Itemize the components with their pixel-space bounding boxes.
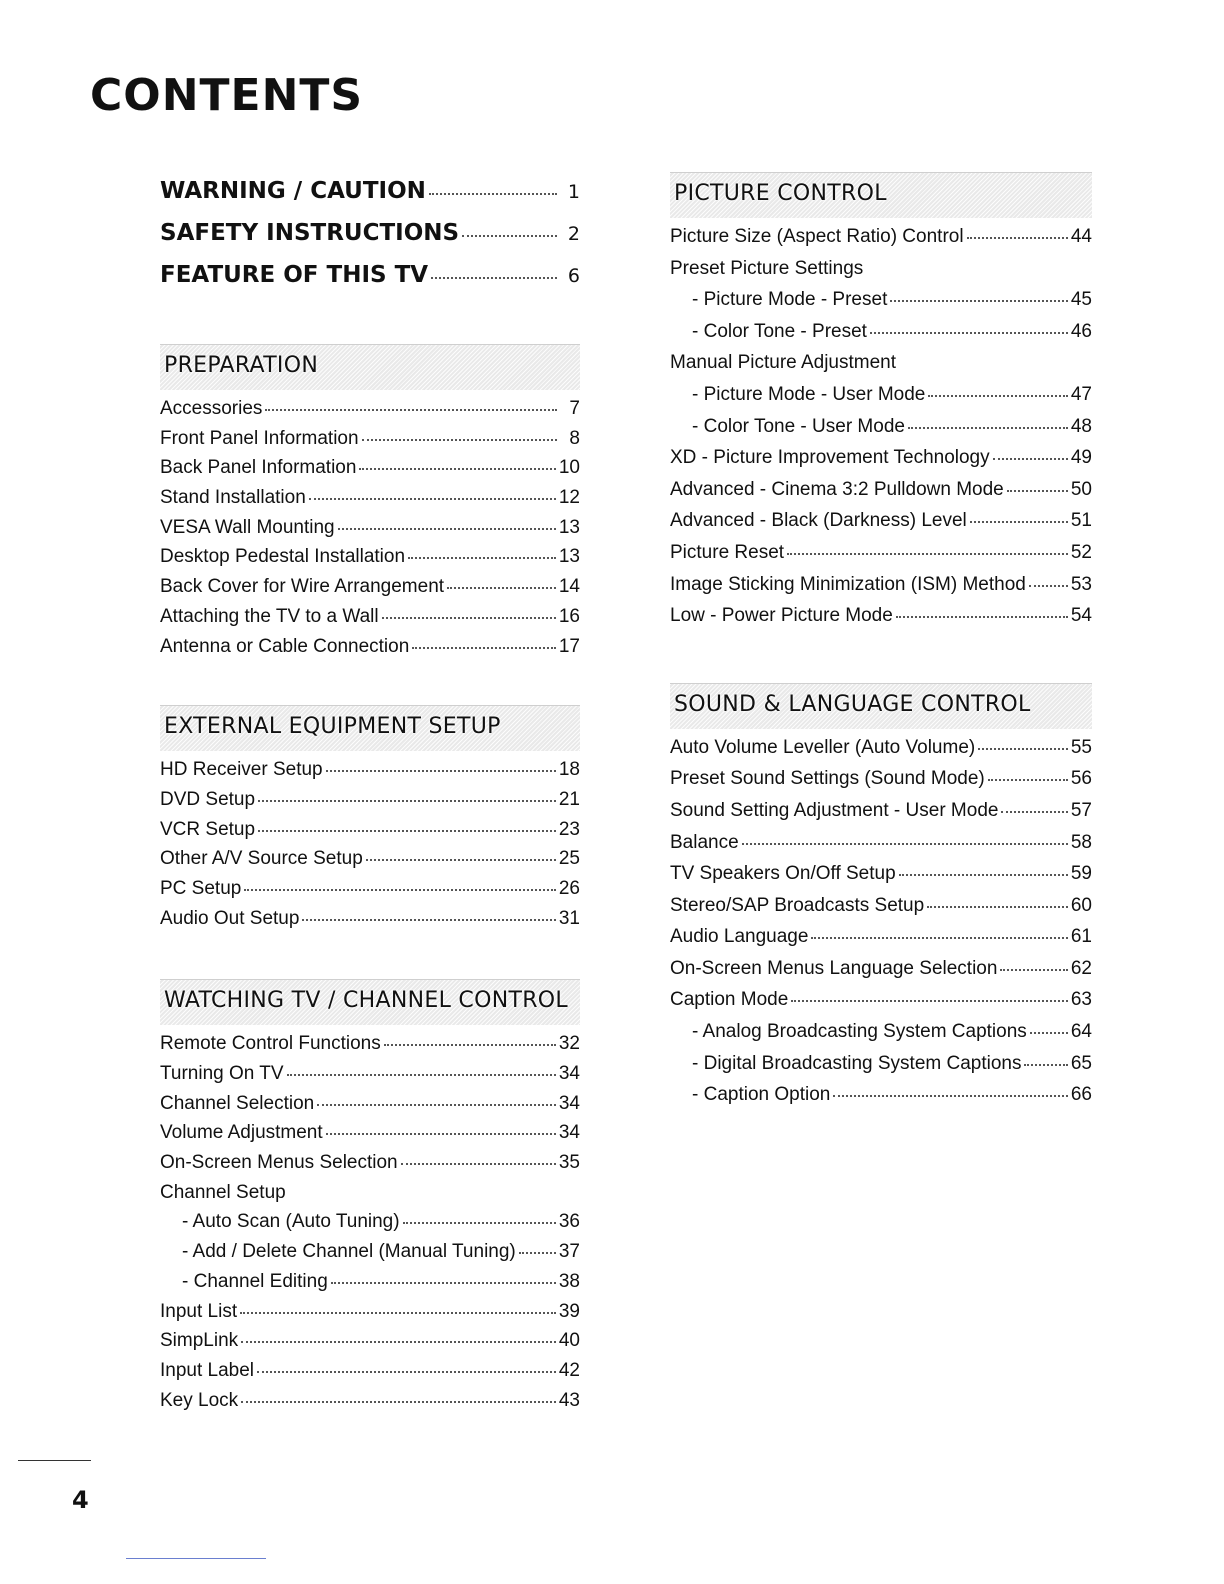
entry-page-number: 36 (558, 1211, 580, 1233)
toc-entry (160, 759, 580, 789)
toc-entry (670, 447, 1092, 479)
dot-leader (978, 747, 1068, 750)
dot-leader (1000, 968, 1067, 971)
dot-leader (833, 1094, 1068, 1097)
entry-page-number: 13 (558, 546, 580, 568)
entry-label: Low - Power Picture Mode (670, 605, 893, 627)
section-external-equipment (160, 705, 580, 937)
toc-entry (160, 576, 580, 606)
toc-entry (160, 398, 580, 428)
toc-entry (670, 258, 1092, 290)
entries-preparation (160, 398, 580, 665)
entry-page-number: 66 (1070, 1084, 1092, 1106)
dot-leader (811, 936, 1067, 939)
dot-leader (791, 999, 1068, 1002)
toc-entry (160, 1122, 580, 1152)
dot-leader (244, 888, 556, 891)
dot-leader (258, 799, 556, 802)
entry-page-number: 1 (567, 181, 580, 203)
dot-leader (317, 1103, 556, 1106)
entry-label: On-Screen Menus Language Selection (670, 957, 998, 979)
entry-label: Antenna or Cable Connection (160, 635, 410, 657)
dot-leader (384, 1043, 556, 1046)
dot-leader (265, 408, 557, 411)
toc-entry (670, 863, 1092, 895)
toc-subentry (670, 1021, 1092, 1053)
entry-page-number: 48 (1070, 415, 1092, 437)
entry-label: VCR Setup (160, 818, 256, 840)
entry-label: Caption Mode (670, 989, 789, 1011)
dot-leader (993, 457, 1068, 460)
entry-page-number: 45 (1070, 289, 1092, 311)
toc-entry (160, 1330, 580, 1360)
toc-entry (670, 510, 1092, 542)
dot-leader (519, 1251, 556, 1254)
entry-page-number: 63 (1070, 989, 1092, 1011)
dot-leader (362, 438, 557, 441)
entry-label: Advanced - Cinema 3:2 Pulldown Mode (670, 478, 1004, 500)
entry-label: Picture Reset (670, 541, 785, 563)
entry-label: DVD Setup (160, 788, 256, 810)
toc-subentry (670, 289, 1092, 321)
dot-leader (359, 467, 555, 470)
entry-page-number: 7 (569, 398, 580, 419)
entry-page-number: 18 (558, 759, 580, 781)
toc-entry (670, 895, 1092, 927)
toc-entry (160, 457, 580, 487)
dot-leader (927, 905, 1068, 908)
entry-page-number: 61 (1070, 926, 1092, 948)
dot-leader (1007, 489, 1068, 492)
section-picture-control (670, 172, 1092, 637)
toc-entry (160, 487, 580, 517)
dot-leader (431, 276, 557, 279)
entry-page-number: 62 (1070, 957, 1092, 979)
entry-label: Key Lock (160, 1389, 239, 1411)
entry-label: - Color Tone - User Mode (692, 415, 905, 437)
entry-label: Audio Out Setup (160, 907, 300, 929)
entry-page-number: 2 (567, 223, 580, 245)
entry-page-number: 46 (1070, 320, 1092, 342)
toc-subentry (160, 1211, 580, 1241)
right-column (670, 172, 1092, 1116)
dot-leader (257, 1370, 556, 1373)
dot-leader (403, 1221, 556, 1224)
entry-label: Balance (670, 831, 739, 853)
section-heading-preparation: PREPARATION (160, 344, 580, 390)
entry-label: SimpLink (160, 1330, 239, 1352)
entry-label: Input List (160, 1300, 238, 1322)
entry-label: TV Speakers On/Off Setup (670, 863, 896, 885)
toc-entry (670, 605, 1092, 637)
dot-leader (742, 842, 1068, 845)
entry-label: VESA Wall Mounting (160, 516, 335, 538)
entry-label: PC Setup (160, 877, 242, 899)
toc-entry (670, 737, 1092, 769)
entry-page-number: 52 (1070, 541, 1092, 563)
entry-page-number: 65 (1070, 1052, 1092, 1074)
dot-leader (338, 527, 556, 530)
entry-page-number: 17 (558, 635, 580, 657)
entry-label: Manual Picture Adjustment (670, 352, 897, 374)
entry-label: Remote Control Functions (160, 1033, 381, 1055)
toc-subentry (670, 1084, 1092, 1116)
entry-label: Accessories (160, 398, 263, 419)
entry-page-number: 10 (558, 457, 580, 479)
entry-label: Picture Size (Aspect Ratio) Control (670, 226, 964, 247)
entry-page-number: 34 (558, 1063, 580, 1084)
entry-label: - Auto Scan (Auto Tuning) (182, 1211, 400, 1233)
dot-leader (401, 1162, 556, 1165)
toc-entry (670, 989, 1092, 1021)
toc-entry (160, 1390, 580, 1420)
section-heading-external-equipment: EXTERNAL EQUIPMENT SETUP (160, 705, 580, 751)
entry-page-number: 21 (558, 788, 580, 810)
entry-label: - Caption Option (692, 1084, 831, 1106)
dot-leader (366, 858, 556, 861)
toc-entry (160, 178, 580, 220)
entry-label: WARNING / CAUTION (160, 178, 426, 204)
entry-page-number: 42 (558, 1359, 580, 1381)
entry-label: Channel Selection (160, 1092, 315, 1114)
entry-page-number: 14 (558, 576, 580, 598)
entries-picture-control (670, 226, 1092, 637)
toc-subentry (160, 1271, 580, 1301)
entry-label: Front Panel Information (160, 427, 359, 449)
entry-label: Turning On TV (160, 1063, 284, 1084)
toc-entry (160, 908, 580, 938)
dot-leader (382, 616, 556, 619)
dot-leader (429, 192, 557, 195)
section-heading-sound-language: SOUND & LANGUAGE CONTROL (670, 683, 1092, 729)
page-title: CONTENTS (90, 70, 364, 121)
toc-subentry (670, 321, 1092, 353)
entry-label: Volume Adjustment (160, 1122, 323, 1144)
entry-page-number: 12 (558, 487, 580, 509)
dot-leader (928, 394, 1068, 397)
section-heading-picture-control: PICTURE CONTROL (670, 172, 1092, 218)
section-sound-language (670, 683, 1092, 1116)
entry-page-number: 13 (558, 516, 580, 538)
section-heading-watching-tv: WATCHING TV / CHANNEL CONTROL (160, 979, 580, 1025)
entry-page-number: 60 (1070, 894, 1092, 916)
entry-label: - Channel Editing (182, 1270, 328, 1292)
toc-entry (160, 636, 580, 666)
entry-page-number: 16 (558, 605, 580, 627)
toc-entry (160, 1152, 580, 1182)
dot-leader (302, 918, 555, 921)
entry-label: - Picture Mode - User Mode (692, 383, 926, 405)
bottom-edge-line (126, 1558, 266, 1559)
toc-entry (670, 800, 1092, 832)
toc-entry (670, 832, 1092, 864)
dot-leader (289, 1194, 557, 1195)
dot-leader (412, 646, 556, 649)
toc-entry (160, 262, 580, 304)
dot-leader (970, 520, 1068, 523)
toc-entry (160, 848, 580, 878)
toc-subentry (670, 416, 1092, 448)
entry-page-number: 56 (1070, 768, 1092, 790)
dot-leader (240, 1311, 556, 1314)
entry-label: Sound Setting Adjustment - User Mode (670, 799, 999, 821)
dot-leader (896, 615, 1068, 618)
dot-leader (462, 234, 557, 237)
dot-leader (408, 556, 556, 559)
toc-entry (160, 1301, 580, 1331)
entry-label: Channel Setup (160, 1181, 286, 1203)
dot-leader (1001, 810, 1067, 813)
dot-leader (1029, 584, 1068, 587)
entry-label: Stand Installation (160, 487, 306, 509)
entries-watching-tv (160, 1033, 580, 1419)
entry-page-number: 34 (558, 1092, 580, 1114)
dot-leader (908, 426, 1068, 429)
toc-entry (160, 428, 580, 458)
dot-leader (866, 270, 1069, 271)
entry-page-number: 47 (1070, 383, 1092, 405)
toc-subentry (670, 384, 1092, 416)
entry-page-number: 51 (1070, 510, 1092, 532)
entry-label: On-Screen Menus Selection (160, 1152, 398, 1174)
entry-label: Image Sticking Minimization (ISM) Method (670, 573, 1026, 595)
entry-page-number: 55 (1070, 736, 1092, 758)
entry-label: Auto Volume Leveller (Auto Volume) (670, 736, 976, 758)
entry-label: XD - Picture Improvement Technology (670, 447, 990, 469)
toc-entry (160, 1063, 580, 1093)
dot-leader (870, 331, 1068, 334)
toc-entry (160, 819, 580, 849)
toc-entry (670, 926, 1092, 958)
toc-entry (160, 1033, 580, 1063)
entry-label: Preset Sound Settings (Sound Mode) (670, 768, 985, 790)
toc-subentry (670, 1053, 1092, 1085)
toc-entry (160, 1182, 580, 1212)
dot-leader (287, 1073, 556, 1076)
toc-entry (670, 542, 1092, 574)
dot-leader (241, 1340, 556, 1343)
entry-page-number: 49 (1070, 447, 1092, 469)
dot-leader (258, 829, 556, 832)
entry-page-number: 38 (558, 1270, 580, 1292)
toc-entry (670, 958, 1092, 990)
entry-page-number: 35 (558, 1152, 580, 1174)
toc-entry (670, 226, 1092, 258)
entry-page-number: 57 (1070, 799, 1092, 821)
dot-leader (988, 778, 1068, 781)
toc-entry (160, 546, 580, 576)
entry-label: - Add / Delete Channel (Manual Tuning) (182, 1241, 516, 1263)
entry-page-number: 8 (569, 427, 580, 449)
entry-page-number: 50 (1070, 478, 1092, 500)
toc-entry (160, 789, 580, 819)
section-preparation (160, 344, 580, 665)
dot-leader (1024, 1063, 1067, 1066)
toc-entry (160, 1360, 580, 1390)
entry-page-number: 53 (1070, 573, 1092, 595)
dot-leader (899, 364, 1069, 365)
entry-page-number: 39 (558, 1300, 580, 1322)
major-entries (160, 178, 580, 304)
dot-leader (326, 1132, 556, 1135)
toc-entry (670, 768, 1092, 800)
entry-page-number: 58 (1070, 831, 1092, 853)
toc-entry (160, 606, 580, 636)
toc-entry (160, 220, 580, 262)
entry-label: - Picture Mode - Preset (692, 289, 888, 311)
toc-subentry (160, 1241, 580, 1271)
entry-page-number: 32 (558, 1033, 580, 1055)
entries-external-equipment (160, 759, 580, 937)
entry-label: Back Panel Information (160, 457, 357, 479)
entries-sound-language (670, 737, 1092, 1116)
toc-entry (160, 878, 580, 908)
entry-label: FEATURE OF THIS TV (160, 262, 429, 288)
footer-rule (18, 1460, 91, 1461)
entry-label: Stereo/SAP Broadcasts Setup (670, 894, 925, 916)
dot-leader (309, 497, 556, 500)
entry-label: - Color Tone - Preset (692, 320, 867, 342)
entry-label: SAFETY INSTRUCTIONS (160, 220, 460, 246)
entry-label: Advanced - Black (Darkness) Level (670, 510, 967, 532)
dot-leader (331, 1281, 556, 1284)
toc-entry (670, 479, 1092, 511)
entry-page-number: 64 (1070, 1021, 1092, 1043)
entry-label: Back Cover for Wire Arrangement (160, 576, 445, 598)
dot-leader (1030, 1031, 1068, 1034)
entry-label: Other A/V Source Setup (160, 848, 363, 870)
toc-entry (670, 574, 1092, 606)
entry-page-number: 37 (558, 1241, 580, 1263)
entry-page-number: 34 (558, 1122, 580, 1144)
left-column (160, 178, 580, 1419)
entry-label: Desktop Pedestal Installation (160, 546, 406, 568)
entry-label: Preset Picture Settings (670, 257, 864, 279)
entry-page-number: 6 (567, 265, 580, 287)
dot-leader (890, 299, 1068, 302)
entry-page-number: 26 (558, 877, 580, 899)
entry-page-number: 43 (558, 1389, 580, 1411)
dot-leader (967, 236, 1068, 239)
entry-page-number: 44 (1070, 226, 1092, 247)
toc-entry (160, 1093, 580, 1123)
dot-leader (241, 1400, 556, 1403)
dot-leader (899, 873, 1068, 876)
dot-leader (787, 552, 1068, 555)
entry-label: Audio Language (670, 926, 809, 948)
entry-label: - Analog Broadcasting System Captions (692, 1021, 1027, 1043)
toc-entry (670, 352, 1092, 384)
entry-label: Input Label (160, 1359, 255, 1381)
entry-label: HD Receiver Setup (160, 759, 323, 781)
page-number: 4 (72, 1486, 89, 1514)
entry-label: - Digital Broadcasting System Captions (692, 1052, 1022, 1074)
entry-page-number: 40 (558, 1330, 580, 1352)
entry-page-number: 54 (1070, 605, 1092, 627)
entry-page-number: 31 (558, 907, 580, 929)
dot-leader (326, 769, 556, 772)
toc-entry (160, 517, 580, 547)
section-watching-tv (160, 979, 580, 1419)
entry-page-number: 59 (1070, 863, 1092, 885)
entry-page-number: 25 (558, 848, 580, 870)
entry-label: Attaching the TV to a Wall (160, 605, 379, 627)
entry-page-number: 23 (558, 818, 580, 840)
dot-leader (447, 586, 556, 589)
